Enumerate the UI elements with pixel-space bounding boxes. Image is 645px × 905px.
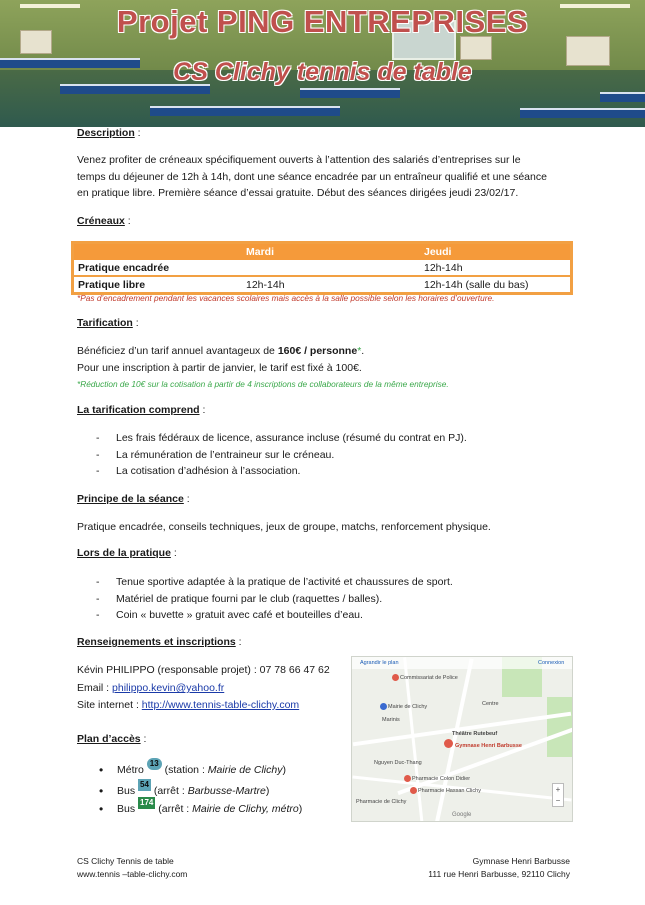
metro-item: • Métro 13 (station : Mairie de Clichy) [99, 759, 286, 777]
list-item: - La rémunération de l’entraineur sur le créneau. [96, 448, 335, 461]
map-label: Mairie de Clichy [388, 704, 428, 710]
schedule-cell: 12h-14h [420, 260, 572, 276]
bus-line-badge: 174 [140, 798, 154, 807]
price-value: 160€ / personne [277, 345, 358, 357]
section-principe-heading: Principe de la séance : [77, 493, 190, 505]
section-pratique-heading: Lors de la pratique : [77, 547, 177, 559]
tarification-footnote: *Réduction de 10€ sur la cotisation à partir de 4 inscriptions de collaborateurs de la même entreprise. [77, 379, 449, 389]
principe-text: Pratique encadrée, conseils techniques, jeux de groupe, matchs, renforcement physique. [77, 521, 491, 533]
banner-table [150, 106, 340, 116]
section-description-heading: Description : [77, 127, 141, 139]
schedule-row-label: Pratique encadrée [73, 260, 243, 276]
map-label: Nguyen Duc-Thang [374, 760, 422, 766]
schedule-header-cell: Mardi [242, 243, 420, 261]
map-pin-icon [392, 674, 399, 681]
map-label: Théâtre Rutebeuf [452, 731, 498, 737]
schedule-row [73, 260, 572, 276]
list-item: - Tenue sportive adaptée à la pratique de l’activité et chaussures de sport. [96, 576, 453, 588]
map-pin-icon [410, 787, 417, 794]
footer-right: Gymnase Henri Barbusse 111 rue Henri Barbusse, 92110 Clichy [428, 856, 570, 879]
map-zoom-control[interactable]: + − [552, 783, 564, 807]
map-road [434, 658, 473, 822]
header-banner-photo [0, 0, 645, 127]
section-tarification-heading: Tarification : [77, 317, 139, 329]
map-label: Commissariat de Police [400, 675, 458, 681]
bus-line-badge: 54 [140, 780, 149, 789]
map-label: Centre [482, 701, 499, 707]
schedule-cell [242, 260, 420, 276]
schedule-header-row [73, 243, 572, 261]
bullet-icon: • [99, 763, 104, 777]
comprend-list [96, 430, 467, 480]
description-text: Venez profiter de créneaux spécifiquement ouverts à l’attention des salariés d’entreprises sur le temps du déjeuner de 12h à 14h, dont une séance encadrée par un entraîneur qualifié et une séance en pratique libre. Première séance d’essai gratuite. Début des séances dirigées jeudi 23/02/17. [77, 154, 547, 199]
bullet-icon: • [99, 784, 104, 798]
schedule-header-cell: Jeudi [420, 243, 572, 261]
map-signin-link[interactable]: Connexion [538, 660, 565, 666]
bus-item: • Bus 54 (arrêt : Barbusse-Martre) [99, 780, 270, 798]
map-pin-icon [380, 703, 387, 710]
schedule-cell: 12h-14h (salle du bas) [424, 278, 529, 291]
contact-line: Kévin PHILIPPO (responsable projet) : 07 78 66 47 62 [77, 664, 330, 676]
metro-line-badge: 13 [147, 758, 162, 770]
location-map[interactable] [351, 656, 573, 822]
map-enlarge-link[interactable]: Agrandir le plan [360, 660, 399, 666]
map-label: Marinis [382, 717, 400, 723]
section-renseignements-heading: Renseignements et inscriptions : [77, 636, 242, 648]
email-link[interactable]: philippo.kevin@yahoo.fr [112, 682, 225, 694]
list-item: - La cotisation d’adhésion à l’association. [96, 465, 301, 477]
email-line: Email : philippo.kevin@yahoo.fr [77, 682, 225, 694]
website-line: Site internet : http://www.tennis-table-clichy.com [77, 699, 300, 711]
website-link[interactable]: http://www.tennis-table-clichy.com [141, 699, 300, 711]
map-label: Gymnase Henri Barbusse [455, 743, 522, 749]
bullet-icon: • [99, 802, 104, 816]
banner-table [600, 92, 645, 102]
map-label: Pharmacie Colon Didier [412, 776, 471, 782]
bus-item: • Bus 174 (arrêt : Mairie de Clichy, métro) [99, 798, 303, 816]
tarification-text: Bénéficiez d’un tarif annuel avantageux de 160€ / personne*. Pour une inscription à partir de janvier, le tarif est fixé à 100€. [77, 345, 365, 374]
list-item: - Les frais fédéraux de licence, assurance incluse (résumé du contrat en PJ). [96, 432, 467, 444]
google-logo: Google [452, 812, 472, 818]
page-title: Projet PING ENTREPRISES [116, 4, 529, 39]
footer-left: CS Clichy Tennis de table www.tennis –table-clichy.com [77, 856, 188, 879]
banner-table [300, 88, 400, 98]
section-comprend-heading: La tarification comprend : [77, 404, 206, 416]
pratique-list [96, 574, 453, 624]
section-acces-heading: Plan d’accès : [77, 733, 147, 745]
schedule-cell: 12h-14h [246, 278, 285, 291]
schedule-header-cell [73, 243, 243, 261]
map-label: Pharmacie Hassan Clichy [418, 788, 481, 794]
map-park [547, 697, 572, 757]
schedule-table [71, 241, 573, 295]
map-label: Pharmacie de Clichy [356, 799, 407, 805]
map-road [403, 657, 424, 822]
schedule-row-label: Pratique libre [78, 278, 146, 291]
section-creneaux-heading: Créneaux : [77, 215, 131, 227]
banner-table [520, 108, 645, 118]
map-pin-icon [404, 775, 411, 782]
list-item: - Matériel de pratique fourni par le club (raquettes / balles). [96, 592, 383, 605]
page-subtitle: CS Clichy tennis de table [173, 58, 472, 86]
creneaux-footnote: *Pas d’encadrement pendant les vacances scolaires mais accès à la salle possible selon les horaires d’ouverture. [77, 293, 495, 303]
map-marker-icon [444, 739, 453, 748]
list-item: - Coin « buvette » gratuit avec café et bouteilles d’eau. [96, 609, 363, 621]
